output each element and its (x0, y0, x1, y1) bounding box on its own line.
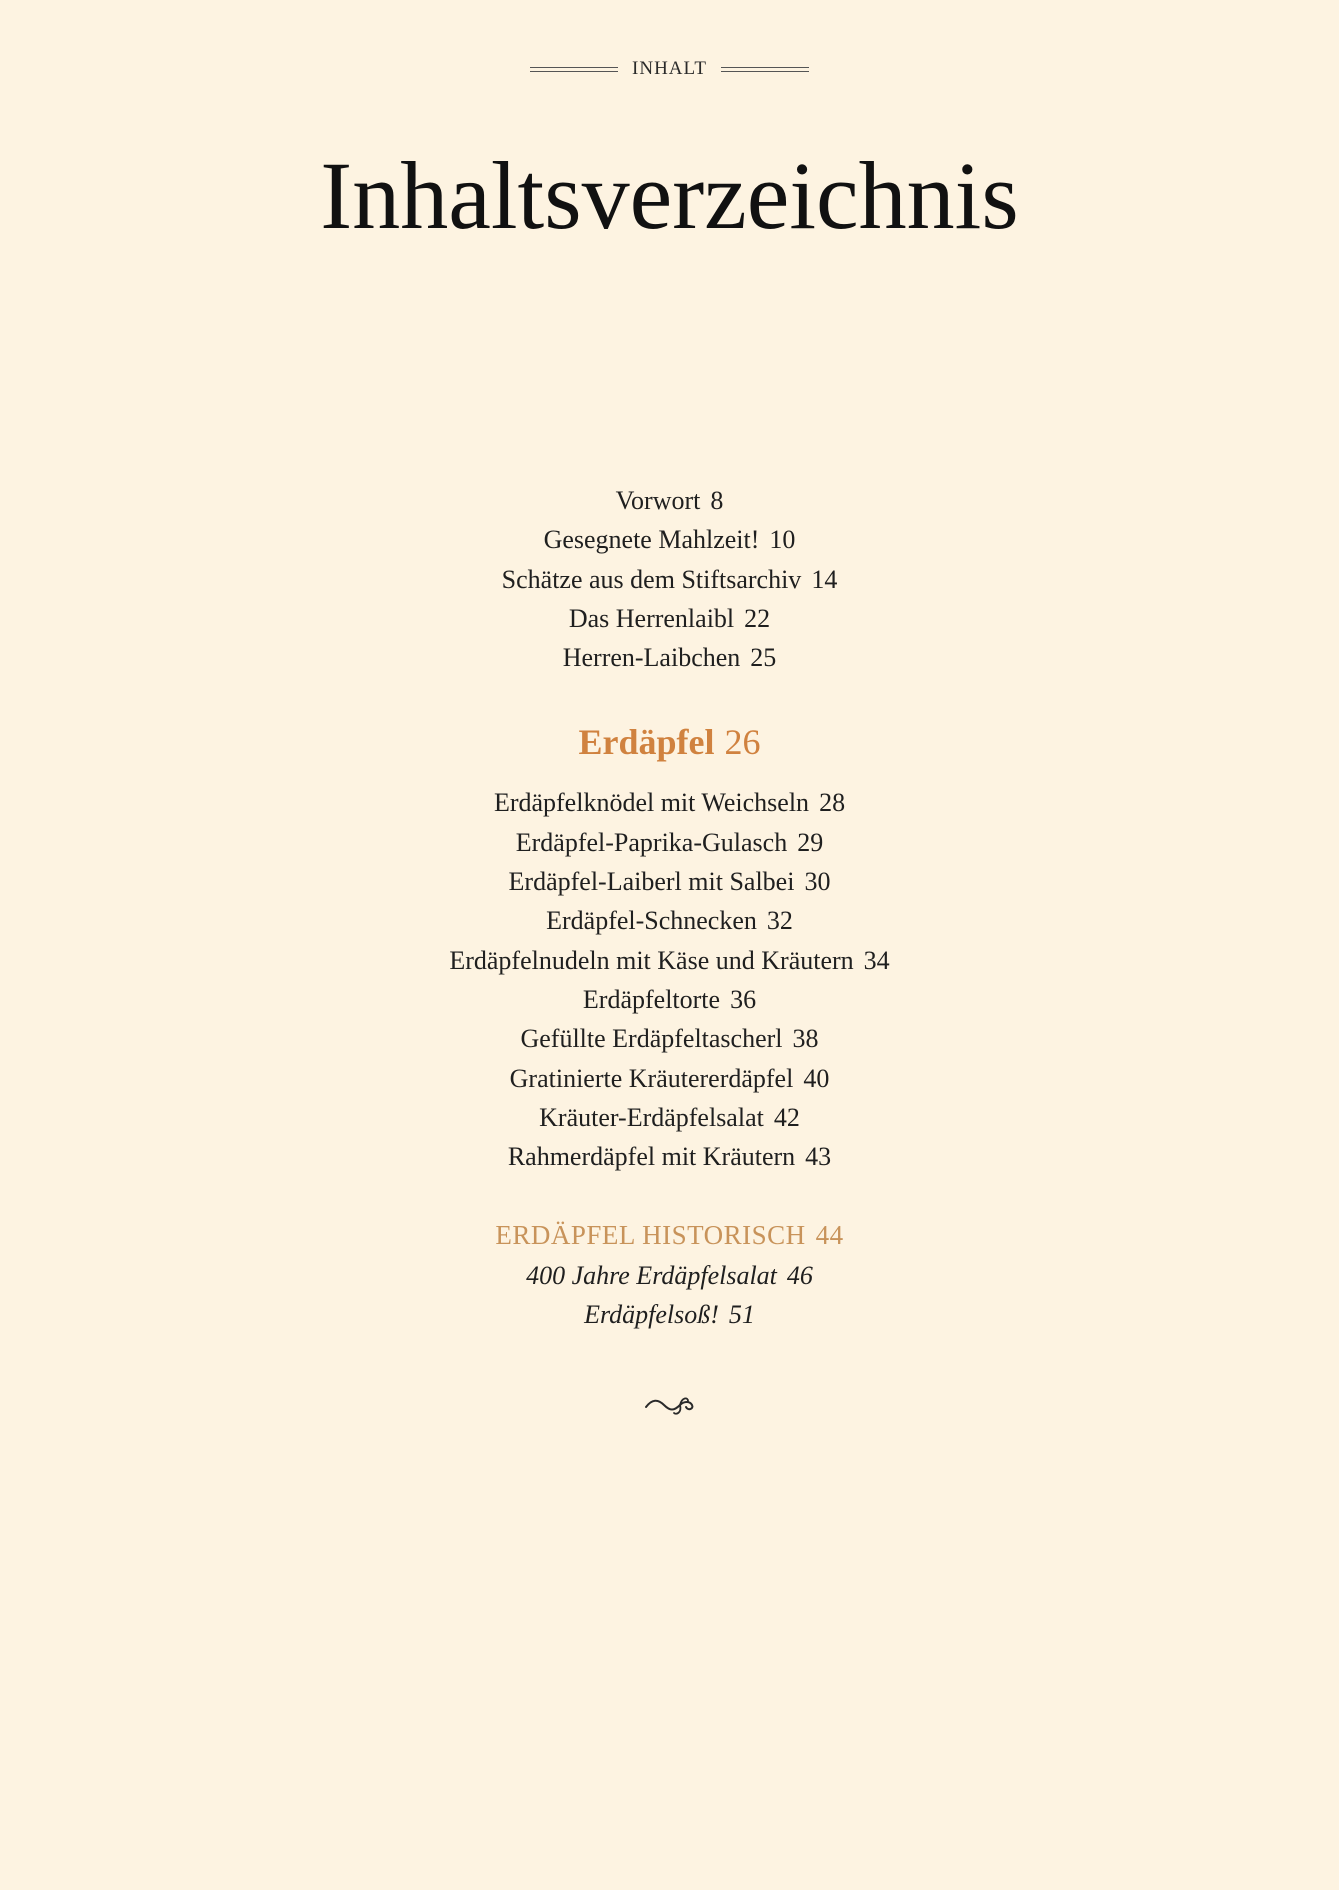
running-header (0, 58, 1339, 80)
toc-entry-title: Das Herrenlaibl (568, 603, 735, 633)
toc-entry-title: Erdäpfel-Paprika-Gulasch (515, 827, 788, 857)
toc-entry-title: Herren-Laibchen (562, 643, 741, 673)
toc-entry[interactable] (0, 599, 1339, 638)
toc-entry-title: Gefüllte Erdäpfeltascherl (520, 1024, 783, 1054)
toc-entry[interactable] (0, 1256, 1339, 1295)
subsection-heading-historisch[interactable] (0, 1216, 1339, 1255)
toc-entry-title: Erdäpfel-Schnecken (546, 906, 757, 936)
table-of-contents (0, 481, 1339, 1334)
toc-entry-title: Rahmerdäpfel mit Kräutern (507, 1142, 796, 1172)
toc-entry[interactable] (0, 520, 1339, 559)
header-rule-right (721, 67, 809, 72)
toc-entry[interactable] (0, 560, 1339, 599)
toc-entry-page: 42 (773, 1102, 800, 1132)
flourish-icon (644, 1393, 696, 1417)
toc-entry-title: Erdäpfelnudeln mit Käse und Kräutern (449, 945, 854, 975)
toc-entry-page: 51 (728, 1300, 755, 1330)
toc-entry[interactable] (0, 823, 1339, 862)
toc-entry-page: 29 (797, 827, 824, 857)
toc-entry[interactable] (0, 1137, 1339, 1176)
toc-entry-title: Gesegnete Mahlzeit! (543, 525, 760, 555)
toc-entry-page: 32 (766, 906, 793, 936)
subsection-heading-title: ERDÄPFEL HISTORISCH (495, 1220, 806, 1251)
toc-entry[interactable] (0, 980, 1339, 1019)
toc-entry[interactable] (0, 901, 1339, 940)
section-heading-erdaepfel[interactable] (0, 721, 1339, 763)
section-heading-title: Erdäpfel (578, 722, 715, 763)
toc-entry-title: Kräuter-Erdäpfelsalat (539, 1102, 764, 1132)
toc-entry-page: 43 (805, 1142, 832, 1172)
toc-entry-page: 36 (730, 984, 757, 1014)
toc-entry-title: Erdäpfelsoß! (584, 1300, 719, 1330)
toc-entry-title: Schätze aus dem Stiftsarchiv (501, 564, 802, 594)
toc-entry-page: 46 (786, 1260, 813, 1290)
header-rule-left (530, 67, 618, 72)
toc-entry[interactable] (0, 941, 1339, 980)
toc-entry[interactable] (0, 1098, 1339, 1137)
toc-entry-page: 34 (863, 945, 890, 975)
flourish-ornament-icon (0, 1393, 1339, 1417)
toc-entry[interactable] (0, 1295, 1339, 1334)
header-label: INHALT (632, 58, 707, 79)
toc-entry-title: Vorwort (615, 486, 701, 515)
toc-entry[interactable] (0, 1059, 1339, 1098)
toc-entry-title: Erdäpfelknödel mit Weichseln (493, 788, 810, 818)
toc-entry-title: Erdäpfeltorte (582, 984, 721, 1014)
toc-entry-page: 10 (769, 525, 796, 555)
toc-entry-page: 40 (803, 1063, 830, 1093)
toc-entry-page: 28 (819, 788, 846, 818)
toc-entry[interactable] (0, 638, 1339, 677)
toc-entry-page: 38 (792, 1024, 819, 1054)
toc-entry[interactable] (0, 1019, 1339, 1058)
toc-entry-page: 30 (804, 867, 831, 897)
toc-entry-title: 400 Jahre Erdäpfelsalat (526, 1260, 777, 1290)
toc-entry-page: 14 (811, 564, 838, 594)
toc-entry-page: 8 (710, 486, 724, 515)
toc-entry-page: 22 (744, 603, 771, 633)
toc-entry[interactable] (0, 481, 1339, 520)
toc-entry-title: Erdäpfel-Laiberl mit Salbei (508, 867, 795, 897)
toc-entry-page: 25 (750, 643, 777, 673)
toc-entry-title: Gratinierte Kräutererdäpfel (509, 1063, 794, 1093)
toc-entry[interactable] (0, 862, 1339, 901)
page-title: Inhaltsverzeichnis (320, 142, 1019, 249)
section-heading-page: 26 (724, 722, 761, 763)
toc-entry[interactable] (0, 783, 1339, 822)
subsection-heading-page: 44 (815, 1220, 844, 1251)
